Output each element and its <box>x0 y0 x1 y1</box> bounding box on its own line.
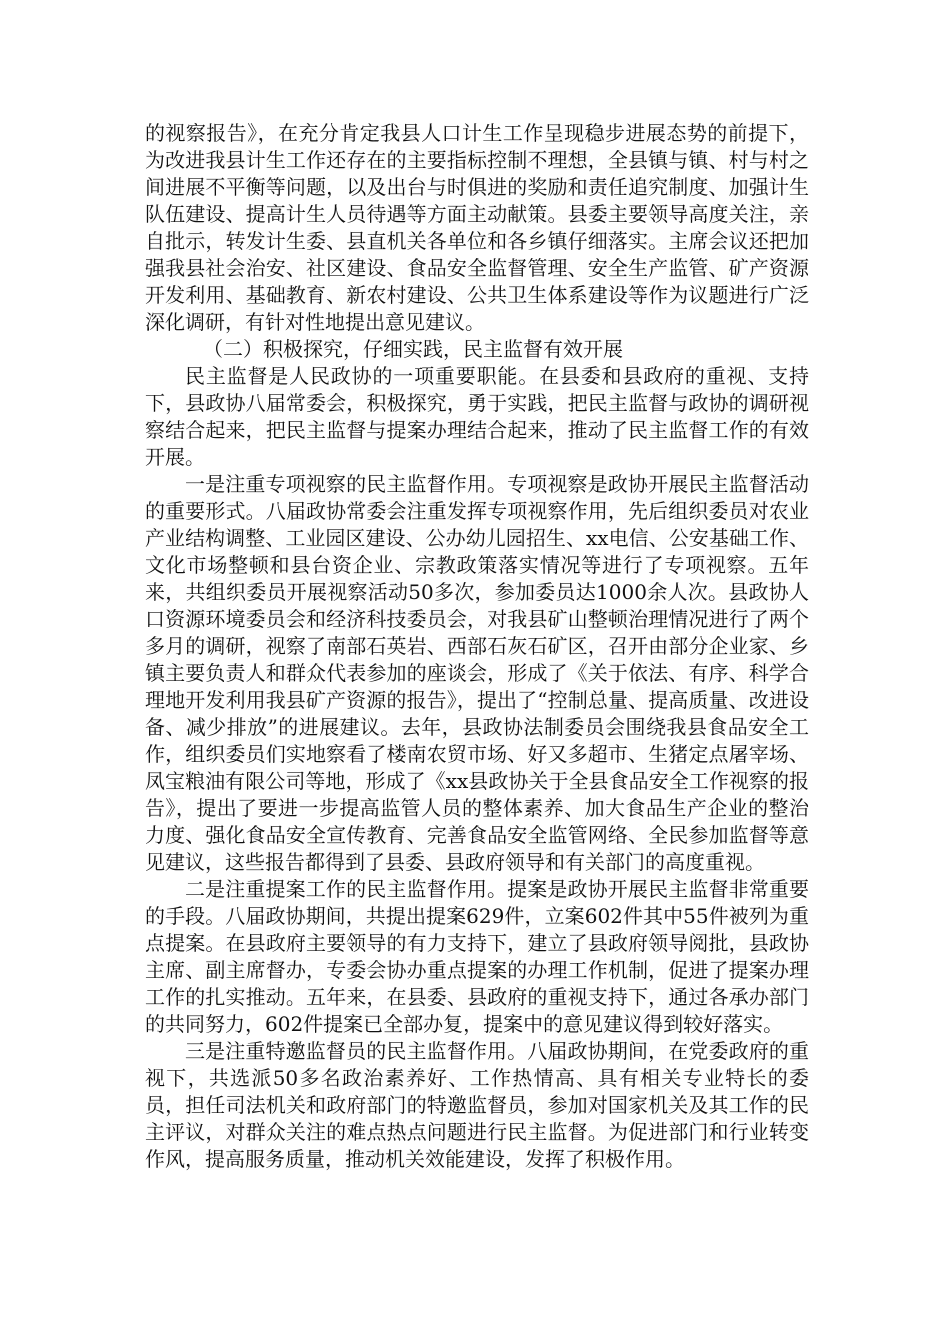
body-paragraph: 民主监督是人民政协的一项重要职能。在县委和县政府的重视、支持下，县政协八届常委会，积极探究，勇于实践，把民主监督与政协的调研视察结合起来，把民主监督与提案办理结合起来，推动了民主监督工作的有效开展。 <box>145 364 809 469</box>
body-paragraph: 三是注重特邀监督员的民主监督作用。八届政协期间，在党委政府的重视下，共选派50多名政治素养好、工作热情高、具有相关专业特长的委员，担任司法机关和政府部门的特邀监督员，参加对国家机关及其工作的民主评议，对群众关注的难点热点问题进行民主监督。为促进部门和行业转变作风，提高服务质量，推动机关效能建设，发挥了积极作用。 <box>145 1039 809 1171</box>
body-paragraph: 一是注重专项视察的民主监督作用。专项视察是政协开展民主监督活动的重要形式。八届政协常委会注重发挥专项视察作用，先后组织委员对农业产业结构调整、工业园区建设、公办幼儿园招生、xx电信、公安基础工作、文化市场整顿和县台资企业、宗教政策落实情况等进行了专项视察。五年来，共组织委员开展视察活动50多次，参加委员达1000余人次。县政协人口资源环境委员会和经济科技委员会，对我县矿山整顿治理情况进行了两个多月的调研，视察了南部石英岩、西部石灰石矿区，召开由部分企业家、乡镇主要负责人和群众代表参加的座谈会，形成了《关于依法、有序、科学合理地开发利用我县矿产资源的报告》，提出了“控制总量、提高质量、改进设备、减少排放”的进展建议。去年，县政协法制委员会围绕我县食品安全工作，组织委员们实地察看了楼南农贸市场、好又多超市、生猪定点屠宰场、凤宝粮油有限公司等地，形成了《xx县政协关于全县食品安全工作视察的报告》，提出了要进一步提高监管人员的整体素养、加大食品生产企业的整治力度、强化食品安全宣传教育、完善食品安全监管网络、全民参加监督等意见建议，这些报告都得到了县委、县政府领导和有关部门的高度重视。 <box>145 472 809 874</box>
body-paragraph: 的视察报告》，在充分肯定我县人口计生工作呈现稳步进展态势的前提下，为改进我县计生工作还存在的主要指标控制不理想，全县镇与镇、村与村之间进展不平衡等问题，以及出台与时俱进的奖励和责任追究制度、加强计生队伍建设、提高计生人员待遇等方面主动献策。县委主要领导高度关注，亲自批示，转发计生委、县直机关各单位和各乡镇仔细落实。主席会议还把加强我县社会治安、社区建设、食品安全监督管理、安全生产监管、矿产资源开发利用、基础教育、新农村建设、公共卫生体系建设等作为议题进行广泛深化调研，有针对性地提出意见建议。 <box>145 121 809 334</box>
document-body <box>145 120 809 1173</box>
body-paragraph: 二是注重提案工作的民主监督作用。提案是政协开展民主监督非常重要的手段。八届政协期间，共提出提案629件，立案602件其中55件被列为重点提案。在县政府主要领导的有力支持下，建立了县政府领导阅批，县政协主席、副主席督办，专委会协办重点提案的办理工作机制，促进了提案办理工作的扎实推动。五年来，在县委、县政府的重视支持下，通过各承办部门的共同努力，602件提案已全部办复，提案中的意见建议得到较好落实。 <box>145 877 809 1036</box>
section-heading: （二）积极探究，仔细实践，民主监督有效开展 <box>203 337 623 361</box>
